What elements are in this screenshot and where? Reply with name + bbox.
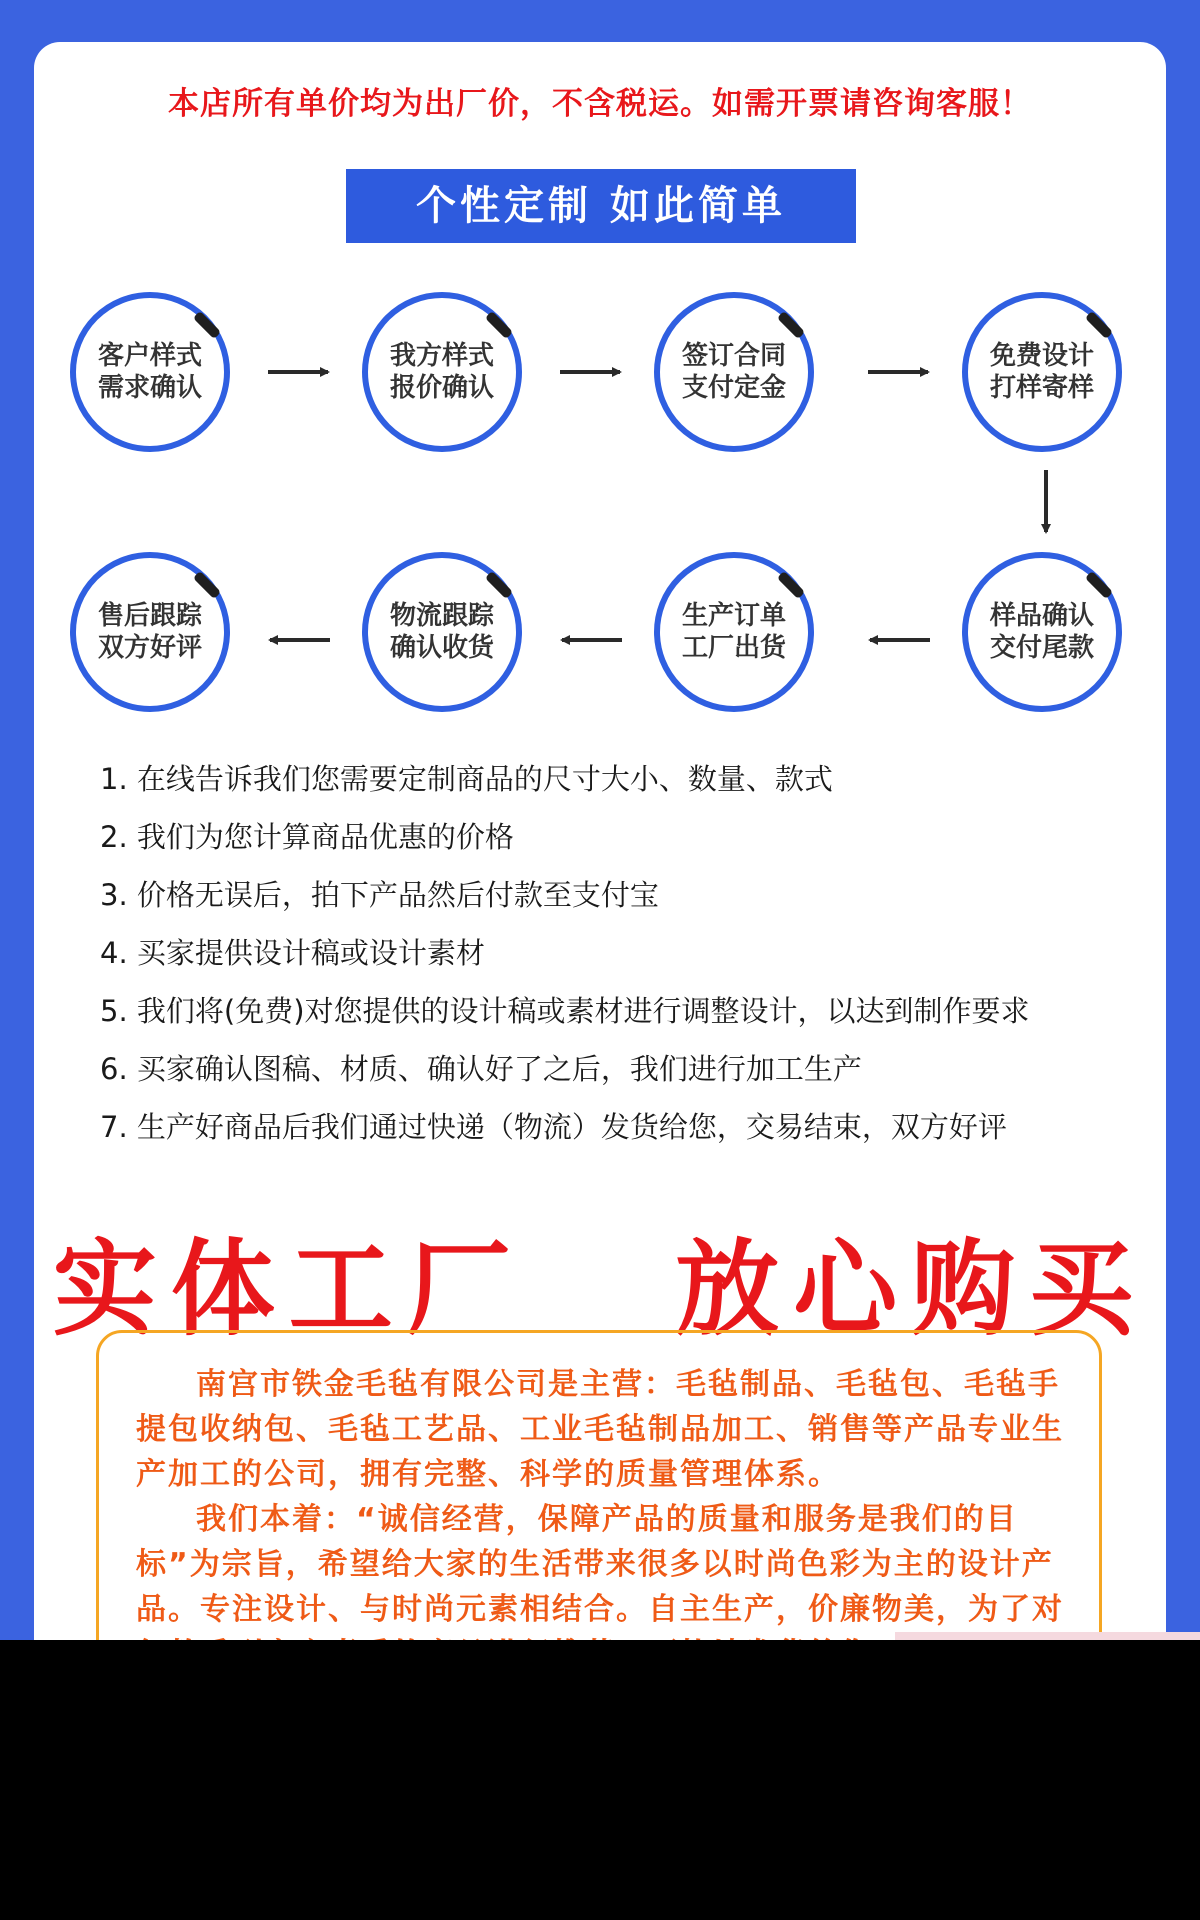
step-label-line2: 报价确认 bbox=[389, 373, 494, 403]
process-step-5 bbox=[962, 552, 1122, 712]
process-step-8 bbox=[70, 552, 230, 712]
step-item: 7. 生产好商品后我们通过快递（物流）发货给您，交易结束，双方好评 bbox=[100, 1110, 1007, 1144]
step-label-line2: 交付尾款 bbox=[989, 633, 1094, 663]
step-item: 6. 买家确认图稿、材质、确认好了之后，我们进行加工生产 bbox=[100, 1052, 862, 1086]
step-item: 1. 在线告诉我们您需要定制商品的尺寸大小、数量、款式 bbox=[100, 762, 833, 796]
price-notice: 本店所有单价均为出厂价，不含税运。如需开票请咨询客服！ bbox=[168, 86, 1032, 122]
step-item: 2. 我们为您计算商品优惠的价格 bbox=[100, 820, 514, 854]
step-label-line1: 客户样式 bbox=[97, 341, 202, 371]
step-label-line1: 样品确认 bbox=[989, 601, 1094, 631]
process-step-3 bbox=[654, 292, 814, 452]
intro-paragraph-1: 南宫市铁金毛毡有限公司是主营：毛毡制品、毛毡包、毛毡手提包收纳包、毛毡工艺品、工业毛毡制品加工、销售等产品专业生产加工的公司，拥有完整、科学的质量管理体系。 bbox=[136, 1367, 1064, 1492]
step-label-line2: 确认收货 bbox=[389, 633, 494, 663]
step-label-line2: 打样寄样 bbox=[989, 373, 1094, 403]
step-label-line1: 物流跟踪 bbox=[389, 601, 494, 631]
step-item: 4. 买家提供设计稿或设计素材 bbox=[100, 936, 485, 970]
step-label-line1: 售后跟踪 bbox=[97, 601, 202, 631]
process-step-4 bbox=[962, 292, 1122, 452]
slogan-heading: 实体工厂 放心购买 bbox=[52, 1228, 1148, 1350]
step-label-line1: 生产订单 bbox=[681, 601, 786, 631]
process-step-2 bbox=[362, 292, 522, 452]
step-item: 5. 我们将(免费)对您提供的设计稿或素材进行调整设计，以达到制作要求 bbox=[100, 994, 1030, 1028]
customization-banner: 个性定制 如此简单 bbox=[346, 169, 856, 243]
step-label-line2: 支付定金 bbox=[681, 373, 786, 403]
step-label-line2: 需求确认 bbox=[97, 373, 202, 403]
blank-area bbox=[0, 1640, 1200, 1920]
step-label-line2: 双方好评 bbox=[97, 633, 202, 663]
step-label-line1: 我方样式 bbox=[389, 341, 494, 371]
company-intro bbox=[136, 1362, 1070, 1677]
step-item: 3. 价格无误后，拍下产品然后付款至支付宝 bbox=[100, 878, 659, 912]
process-step-1 bbox=[70, 292, 230, 452]
process-step-6 bbox=[654, 552, 814, 712]
step-label-line2: 工厂出货 bbox=[681, 633, 786, 663]
process-step-7 bbox=[362, 552, 522, 712]
step-label-line1: 免费设计 bbox=[989, 341, 1094, 371]
steps-list bbox=[100, 750, 1120, 1156]
step-label-line1: 签订合同 bbox=[681, 341, 786, 371]
intro-paragraph-2: 我们本着：“诚信经营，保障产品的质量和服务是我们的目标”为宗旨，希望给大家的生活带来很多以时尚色彩为主的设计产品。专注设计、与时尚元素相结合。自主生产，价廉物美，为了对 bbox=[136, 1502, 1064, 1627]
